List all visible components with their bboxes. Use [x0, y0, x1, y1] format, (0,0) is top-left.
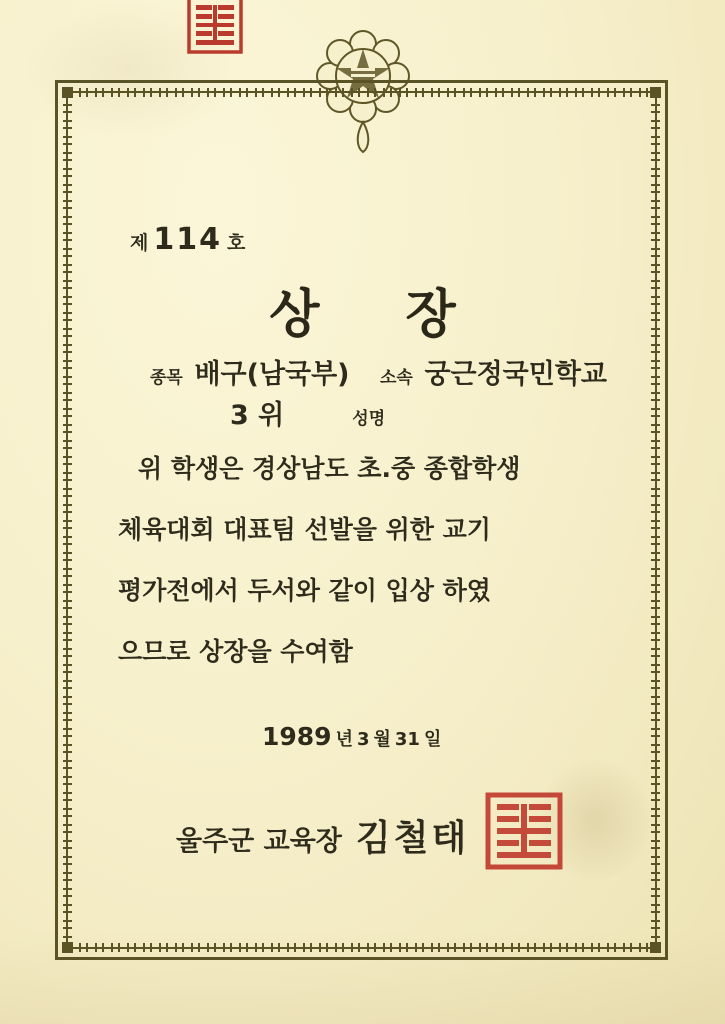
body-line: 평가전에서 두서와 같이 입상 하였	[118, 576, 491, 605]
field-event	[150, 352, 380, 391]
date-day-unit: 일	[423, 729, 442, 750]
certificate-number-prefix: 제	[130, 232, 149, 254]
field-affiliation-label: 소속	[380, 368, 413, 388]
date-month: 3	[356, 729, 370, 750]
certificate-number-value: 114	[153, 222, 222, 257]
field-affiliation-value: 궁근정국민학교	[424, 359, 608, 390]
signature-block	[176, 810, 469, 861]
field-affiliation	[380, 352, 607, 391]
certificate-body	[118, 438, 618, 682]
certificate-title: 상 장	[269, 285, 490, 345]
field-row-event-affiliation	[150, 352, 630, 391]
top-seal-stamp	[186, 0, 244, 54]
bottom-seal-stamp	[485, 792, 563, 870]
field-rank-value: 3 위	[230, 400, 285, 431]
body-line: 위 학생은 경상남도 초.중 종합학생	[138, 454, 521, 483]
date-year-unit: 년	[335, 729, 353, 750]
certificate-fields	[150, 352, 630, 432]
body-line: 체육대회 대표팀 선발을 위한 교기	[118, 515, 491, 544]
signer-name: 김철태	[355, 818, 470, 859]
date-year: 1989	[262, 722, 332, 751]
field-event-label: 종목	[150, 368, 183, 388]
certificate-date	[262, 722, 441, 751]
field-name-label: 성명	[352, 409, 386, 429]
body-line: 으므로 상장을 수여함	[118, 637, 353, 666]
certificate-number-suffix: 호	[226, 232, 246, 254]
field-row-rank-name	[150, 393, 630, 432]
date-day: 31	[394, 729, 420, 750]
certificate-number	[130, 222, 245, 257]
date-month-unit: 월	[373, 729, 391, 750]
signer-title: 울주군 교육장	[176, 826, 342, 857]
field-event-value: 배구(남국부)	[194, 359, 350, 390]
